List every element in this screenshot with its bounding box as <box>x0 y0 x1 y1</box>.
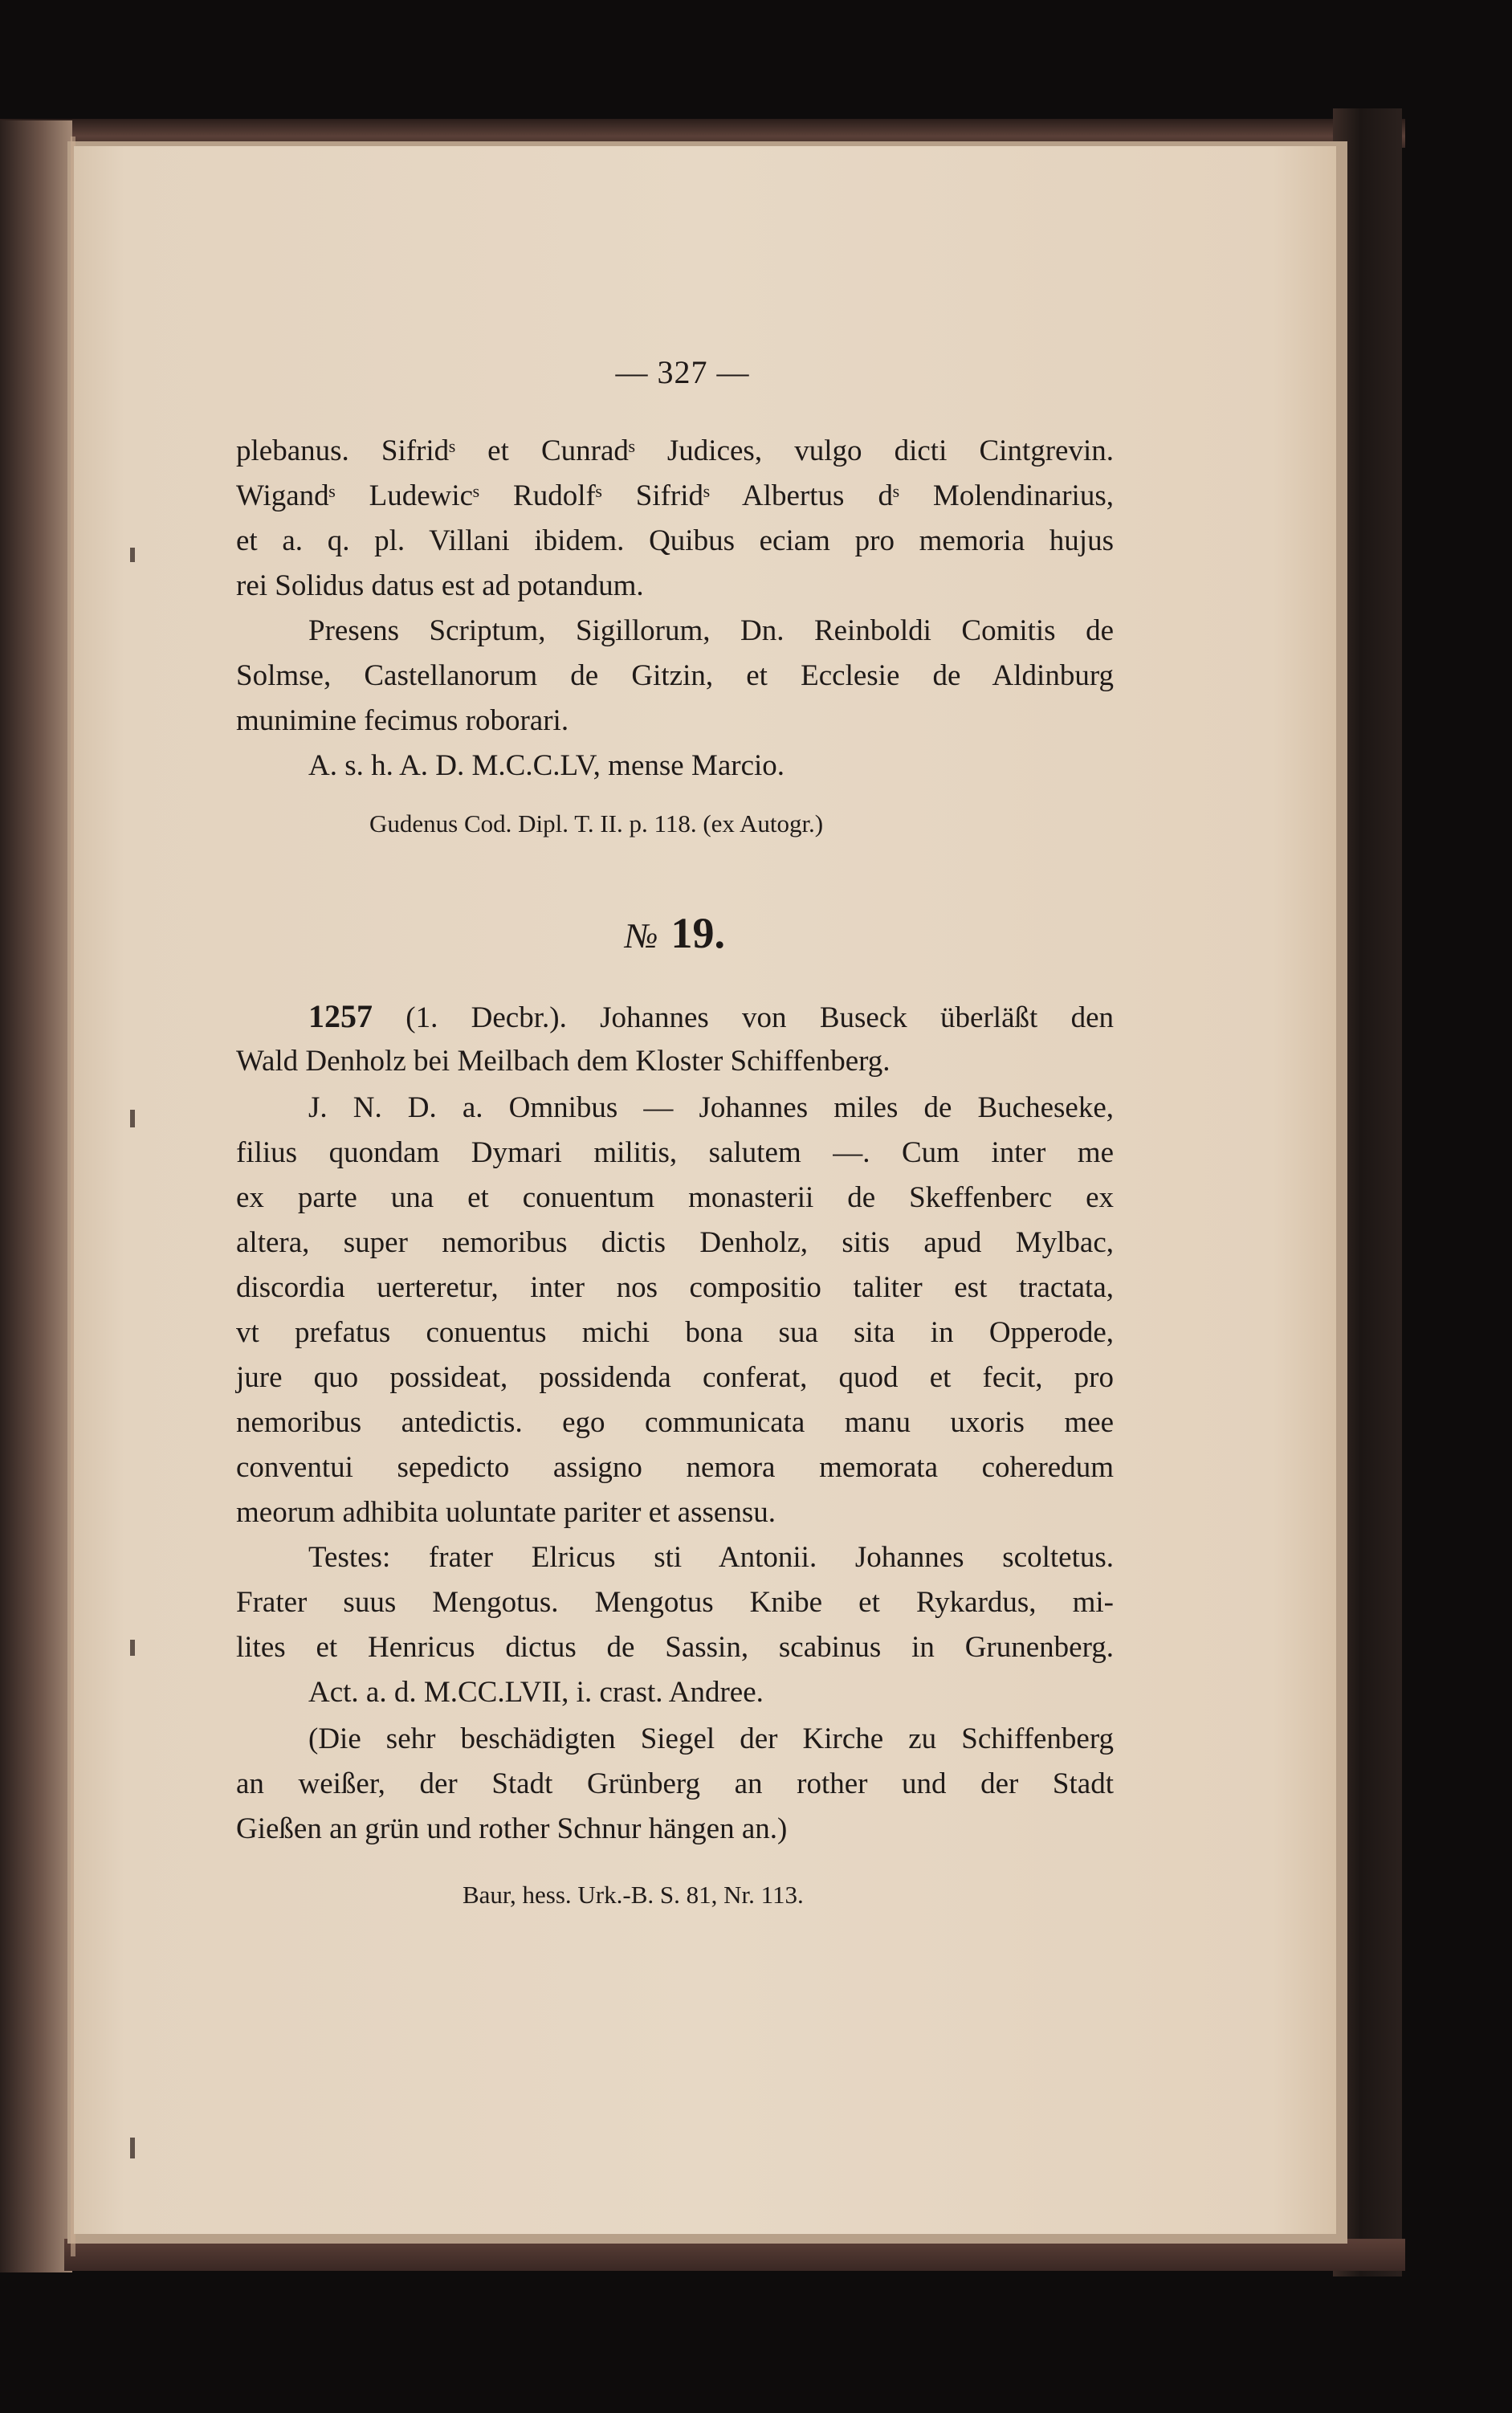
text-line: jure quo possideat, possidenda conferat, quod et fecit, pro <box>236 1361 1114 1394</box>
note-line: an weißer, der Stadt Grünberg an rother und der Stadt <box>236 1767 1114 1800</box>
margin-mark <box>130 1110 135 1127</box>
date-line: A. s. h. A. D. M.C.C.LV, mense Marcio. <box>308 749 785 782</box>
regest-line <box>308 999 1114 1036</box>
margin-mark <box>130 2138 135 2158</box>
text-line: conventui sepedicto assigno nemora memorata coheredum <box>236 1451 1114 1484</box>
note-line: (Die sehr beschädigten Siegel der Kirche zu Schiffenberg <box>308 1722 1114 1755</box>
text-line: rei Solidus datus est ad potandum. <box>236 569 644 602</box>
text-line: plebanus. Sifridˢ et Cunradˢ Judices, vulgo dicti Cintgrevin. <box>236 434 1114 467</box>
text-line: filius quondam Dymari militis, salutem —. Cum inter me <box>236 1136 1114 1169</box>
margin-mark <box>130 1640 135 1656</box>
regest-line: Wald Denholz bei Meilbach dem Kloster Schiffenberg. <box>236 1045 890 1078</box>
text-line: lites et Henricus dictus de Sassin, scabinus in Grunenberg. <box>236 1631 1114 1664</box>
text-line: Wigandˢ Ludewicˢ Rudolfˢ Sifridˢ Albertus dˢ Molendinarius, <box>236 479 1114 512</box>
text-line: J. N. D. a. Omnibus — Johannes miles de Bucheseke, <box>308 1091 1114 1124</box>
book-cover-bottom-edge <box>64 2239 1405 2271</box>
source-citation: Baur, hess. Urk.-B. S. 81, Nr. 113. <box>463 1881 804 1909</box>
text-line: Solmse, Castellanorum de Gitzin, et Ecclesie de Aldinburg <box>236 659 1114 692</box>
document-heading <box>236 909 1114 960</box>
book-cover-left <box>0 120 72 2272</box>
text-line: Testes: frater Elricus sti Antonii. Johannes scoltetus. <box>308 1541 1114 1574</box>
text-line: altera, super nemoribus dictis Denholz, sitis apud Mylbac, <box>236 1226 1114 1259</box>
note-line: Gießen an grün und rother Schnur hängen an.) <box>236 1812 788 1845</box>
text-line: nemoribus antedictis. ego communicata manu uxoris mee <box>236 1406 1114 1439</box>
text-line: discordia uerteretur, inter nos compositio taliter est tractata, <box>236 1271 1114 1304</box>
source-citation: Gudenus Cod. Dipl. T. II. p. 118. (ex Autogr.) <box>369 809 824 838</box>
regest-year: 1257 <box>308 998 373 1034</box>
text-line: vt prefatus conuentus michi bona sua sita in Opperode, <box>236 1316 1114 1349</box>
page-number: — 327 — <box>615 354 750 390</box>
text-line: munimine fecimus roborari. <box>236 704 569 737</box>
document-number: 19. <box>670 909 725 957</box>
regest-text: (1. Decbr.). Johannes von Buseck überläßt den <box>406 1001 1115 1034</box>
text-line: ex parte una et conuentum monasterii de Skeffenberc ex <box>236 1181 1114 1214</box>
text-line: Frater suus Mengotus. Mengotus Knibe et Rykardus, mi- <box>236 1586 1114 1619</box>
text-line: et a. q. pl. Villani ibidem. Quibus eciam pro memoria hujus <box>236 524 1114 557</box>
text-line: Presens Scriptum, Sigillorum, Dn. Reinboldi Comitis de <box>308 614 1114 647</box>
act-line: Act. a. d. M.CC.LVII, i. crast. Andree. <box>308 1676 764 1709</box>
text-line: meorum adhibita uoluntate pariter et assensu. <box>236 1496 776 1529</box>
number-sign: № <box>625 916 658 956</box>
margin-mark <box>130 548 135 562</box>
